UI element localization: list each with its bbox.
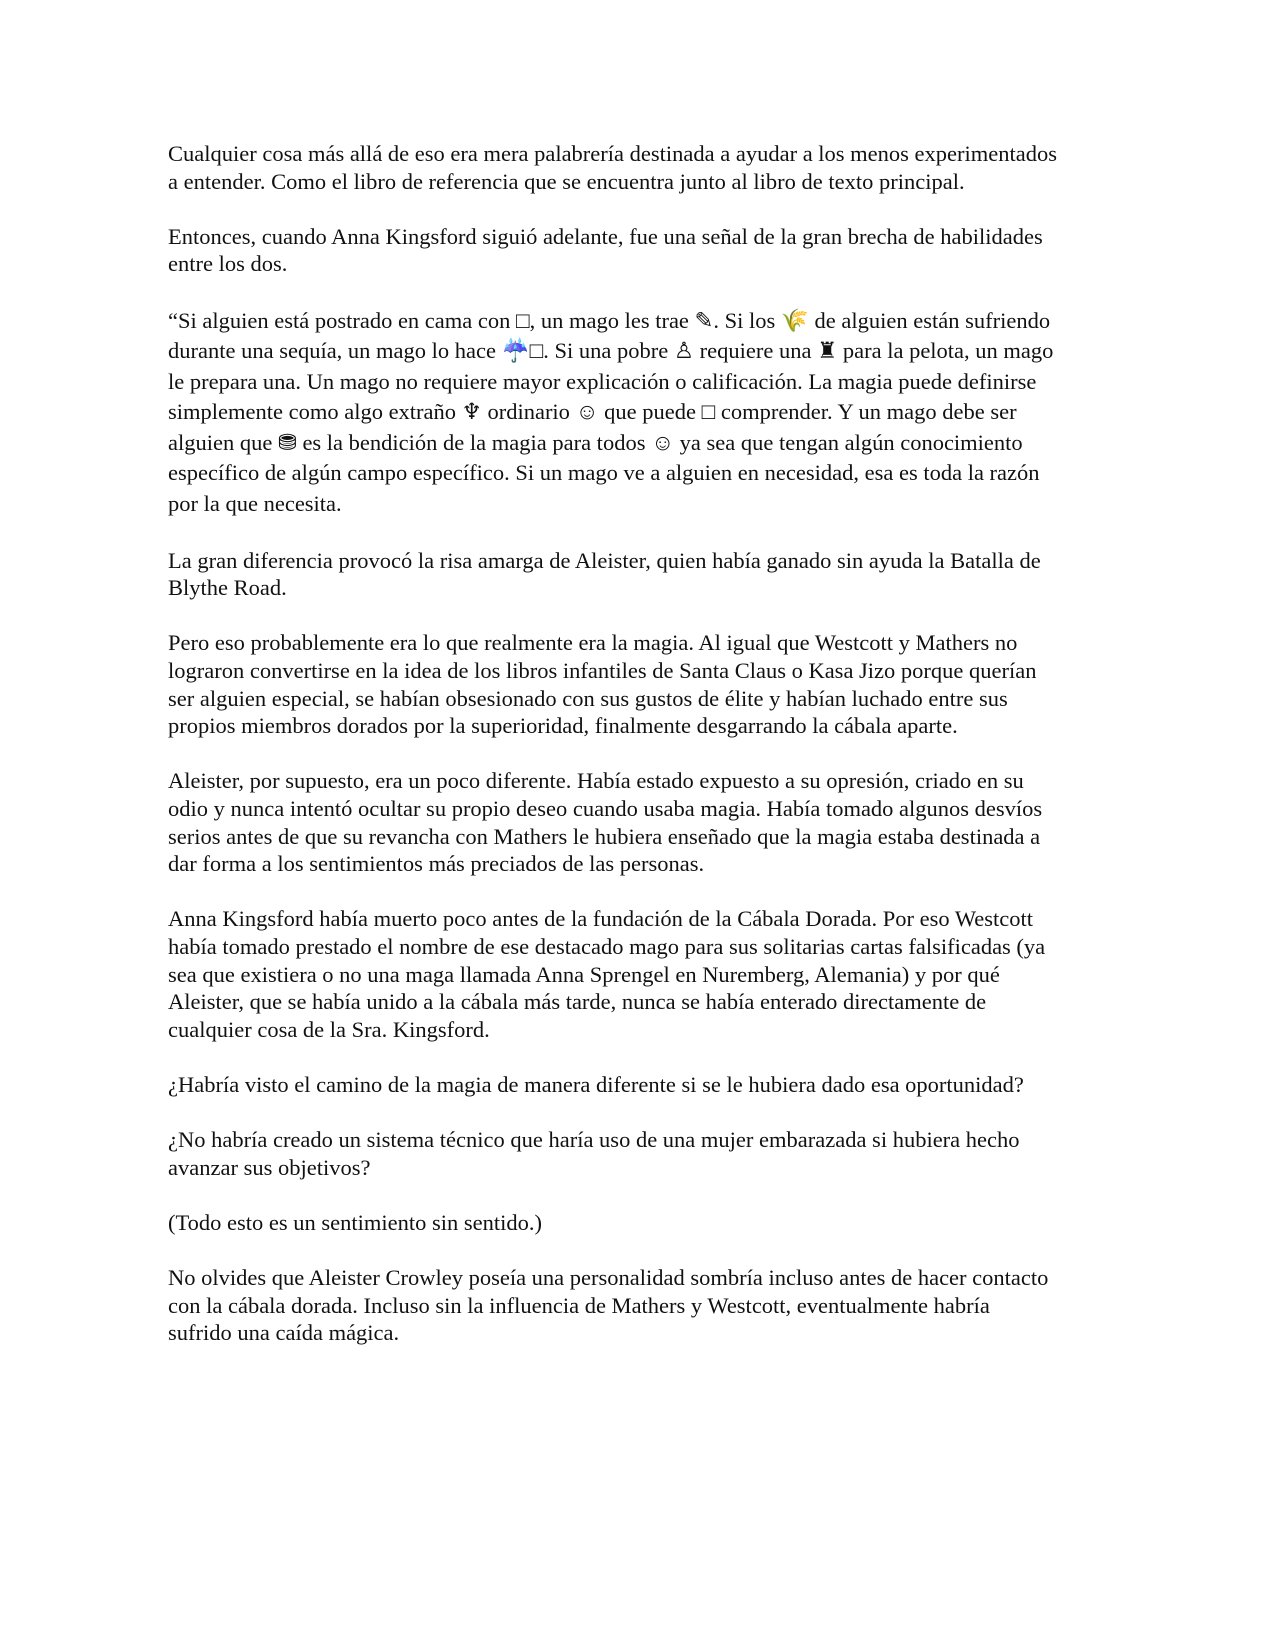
paragraph: La gran diferencia provocó la risa amarga de Aleister, quien había ganado sin ayuda la Batalla de Blythe Road. (168, 547, 1041, 601)
document-page (168, 140, 1058, 1374)
paragraph: No olvides que Aleister Crowley poseía una personalidad sombría incluso antes de hacer contacto con la cábala dorada. Incluso sin la influencia de Mathers y Westcott, eventualmente habría sufrido una caída mágica. (168, 1265, 1049, 1346)
paragraph: Pero eso probablemente era lo que realmente era la magia. Al igual que Westcott y Mathers no lograron convertirse en la idea de los libros infantiles de Santa Claus o Kasa Jizo porque querían ser alguien especial, se habían obsesionado con sus gustos de élite y habían luchado entre sus propios miembros dorados por la superioridad, finalmente desgarrando la cábala aparte. (168, 630, 1037, 739)
paragraph: Anna Kingsford había muerto poco antes de la fundación de la Cábala Dorada. Por eso Westcott había tomado prestado el nombre de ese destacado mago para sus solitarias cartas falsificadas (ya sea que existiera o no una maga llamada Anna Sprengel en Nuremberg, Alemania) y por qué Aleister, que se había unido a la cábala más tarde, nunca se había enterado directamente de cualquier cosa de la Sra. Kingsford. (168, 906, 1046, 1042)
paragraph: ¿No habría creado un sistema técnico que haría uso de una mujer embarazada si hubiera hecho avanzar sus objetivos? (168, 1127, 1020, 1180)
paragraph: Entonces, cuando Anna Kingsford siguió adelante, fue una señal de la gran brecha de habilidades entre los dos. (168, 223, 1043, 277)
paragraph: (Todo esto es un sentimiento sin sentido.) (168, 1209, 543, 1235)
paragraph: Cualquier cosa más allá de eso era mera palabrería destinada a ayudar a los menos experimentados a entender. Como el libro de referencia que se encuentra junto al libro de texto principal. (168, 141, 1058, 194)
paragraph: Aleister, por supuesto, era un poco diferente. Había estado expuesto a su opresión, criado en su odio y nunca intentó ocultar su propio deseo cuando usaba magia. Había tomado algunos desvíos serios antes de que su revancha con Mathers le hubiera enseñado que la magia estaba destinada a dar forma a los sentimientos más preciados de las personas. (168, 768, 1043, 877)
paragraph-with-symbols: “Si alguien está postrado en cama con □, un mago les trae ✎. Si los 🌾 de alguien están sufriendo durante una sequía, un mago lo hace ☔□. Si una pobre ♙ requiere una ♜ para la pelota, un mago le prepara una. Un mago no requiere mayor explicación o calificación. La magia puede definirse simplemente como algo extraño ♆ ordinario ☺ que puede □ comprender. Y un mago debe ser alguien que ⛃ es la bendición de la magia para todos ☺ ya sea que tengan algún conocimiento específico de algún campo específico. Si un mago ve a alguien en necesidad, esa es toda la razón por la que necesita. (168, 307, 1054, 516)
paragraph: ¿Habría visto el camino de la magia de manera diferente si se le hubiera dado esa oportunidad? (168, 1071, 1024, 1097)
